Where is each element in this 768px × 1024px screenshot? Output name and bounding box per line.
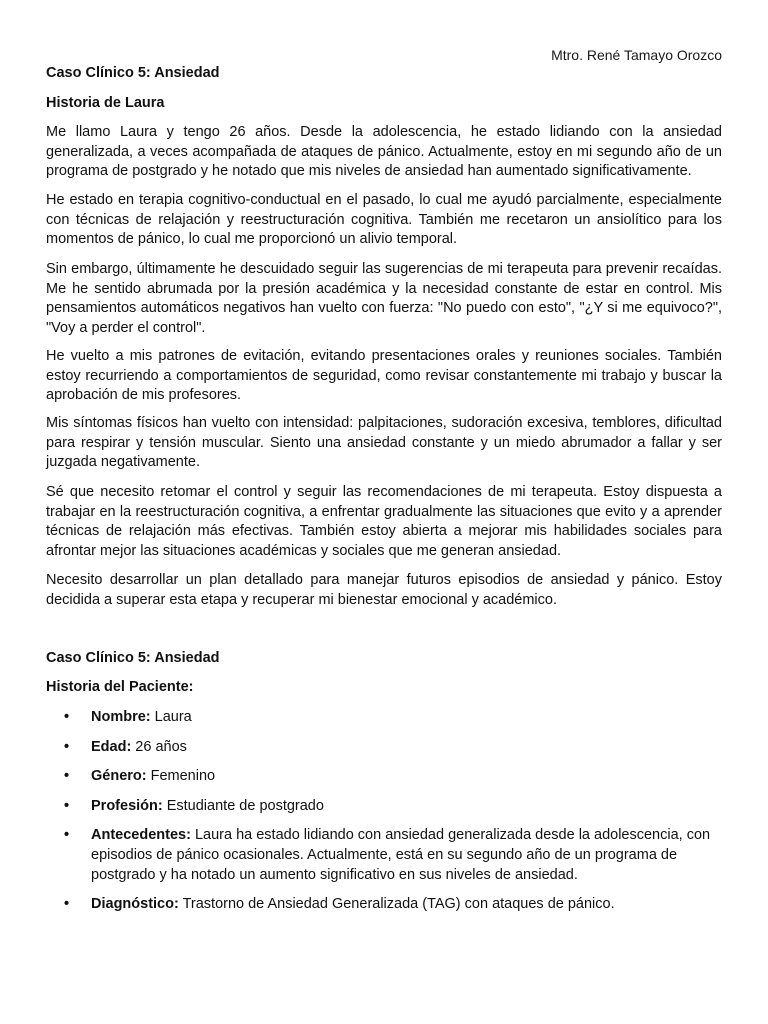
patient-case-title-text: Caso Clínico 5: Ansiedad — [46, 650, 220, 666]
item-value: Trastorno de Ansiedad Generalizada (TAG) con ataques de pánico. — [178, 896, 615, 913]
patient-case-title — [46, 649, 722, 668]
paragraph-text: Me llamo Laura y tengo 26 años. Desde la adolescencia, he estado lidiando con la ansiedad generalizada, a veces acompañada de ataques de pánico. Actualmente, estoy en mi segundo año de un programa de postgrado y he notado que mis niveles de ansiedad han aumentado significativamente. — [46, 124, 722, 180]
paragraph-text: Sin embargo, últimamente he descuidado seguir las sugerencias de mi terapeuta para prevenir recaídas. Me he sentido abrumada por la presión académica y la necesidad constante de estar en control. Mis pensamientos automáticos negativos han vuelto con fuerza: "No puedo con esto", "¿Y si me equivoco?", "Voy a perder el control". — [46, 261, 722, 336]
list-item — [46, 895, 722, 915]
patient-details-list — [46, 708, 722, 915]
bullet: • — [64, 738, 70, 755]
document-page — [46, 0, 722, 1024]
paragraph-text: Mis síntomas físicos han vuelto con intensidad: palpitaciones, sudoración excesiva, temblores, dificultad para respirar y tensión muscular. Siento una ansiedad constante y un miedo abrumador a fallar y ser juzgada negativamente. — [46, 415, 722, 471]
paragraph-text: He vuelto a mis patrones de evitación, evitando presentaciones orales y reuniones sociales. También estoy recurriendo a comportamientos de seguridad, como revisar constantemente mi trabajo y buscar la aprobación de mis profesores. — [46, 348, 722, 404]
patient-subtitle — [46, 678, 722, 697]
item-value: Laura — [150, 709, 192, 725]
story-paragraph-7 — [46, 571, 722, 610]
story-subtitle-text: Historia de Laura — [46, 95, 165, 111]
case-title — [46, 64, 722, 83]
case-title-text: Caso Clínico 5: Ansiedad — [46, 65, 220, 81]
list-item — [46, 767, 722, 787]
item-value: Estudiante de postgrado — [162, 797, 324, 814]
paragraph-text: He estado en terapia cognitivo-conductual en el pasado, lo cual me ayudó parcialmente, especialmente con técnicas de relajación y reestructuración cognitiva. También me recetaron un ansiolítico para los momentos de pánico, lo cual me proporcionó un alivio temporal. — [46, 192, 722, 248]
paragraph-text: Sé que necesito retomar el control y seguir las recomendaciones de mi terapeuta. Estoy dispuesta a trabajar en la reestructuración cognitiva, a enfrentar gradualmente las situaciones que evito y a aprender técnicas de relajación más efectivas. También estoy abierta a mejorar mis habilidades sociales para afrontar mejor las situaciones académicas y sociales que me generan ansiedad. — [46, 484, 722, 559]
item-label: Género: — [91, 768, 147, 785]
author-name: Mtro. René Tamayo Orozco — [551, 47, 722, 63]
story-paragraph-5 — [46, 414, 722, 473]
story-paragraph-1 — [46, 123, 722, 182]
item-label: Profesión: — [91, 797, 163, 814]
list-item — [46, 708, 722, 728]
patient-subtitle-text: Historia del Paciente: — [46, 679, 194, 695]
item-label: Edad: — [91, 738, 132, 755]
list-item — [46, 826, 722, 885]
item-value: 26 años — [131, 738, 187, 755]
bullet: • — [64, 768, 70, 785]
story-subtitle — [46, 94, 722, 113]
paragraph-text: Necesito desarrollar un plan detallado para manejar futuros episodios de ansiedad y pánico. Estoy decidida a superar esta etapa y recuperar mi bienestar emocional y académico. — [46, 572, 722, 608]
list-item — [46, 738, 722, 758]
item-label: Antecedentes: — [91, 827, 191, 844]
bullet: • — [64, 797, 70, 814]
item-label: Diagnóstico: — [91, 896, 179, 913]
story-paragraph-2 — [46, 191, 722, 250]
bullet: • — [64, 896, 70, 913]
list-item — [46, 797, 722, 817]
item-value: Femenino — [146, 768, 216, 785]
story-paragraph-3 — [46, 260, 722, 338]
item-label: Nombre: — [91, 709, 151, 725]
bullet: • — [64, 827, 70, 844]
bullet: • — [64, 709, 70, 725]
story-paragraph-4 — [46, 347, 722, 406]
item-value: Laura ha estado lidiando con ansiedad generalizada desde la adolescencia, con episodios de pánico ocasionales. Actualmente, está en su segundo año de un programa de postgrado y ha notado un aumento significativo en sus niveles de ansiedad. — [91, 827, 711, 883]
story-paragraph-6 — [46, 483, 722, 561]
